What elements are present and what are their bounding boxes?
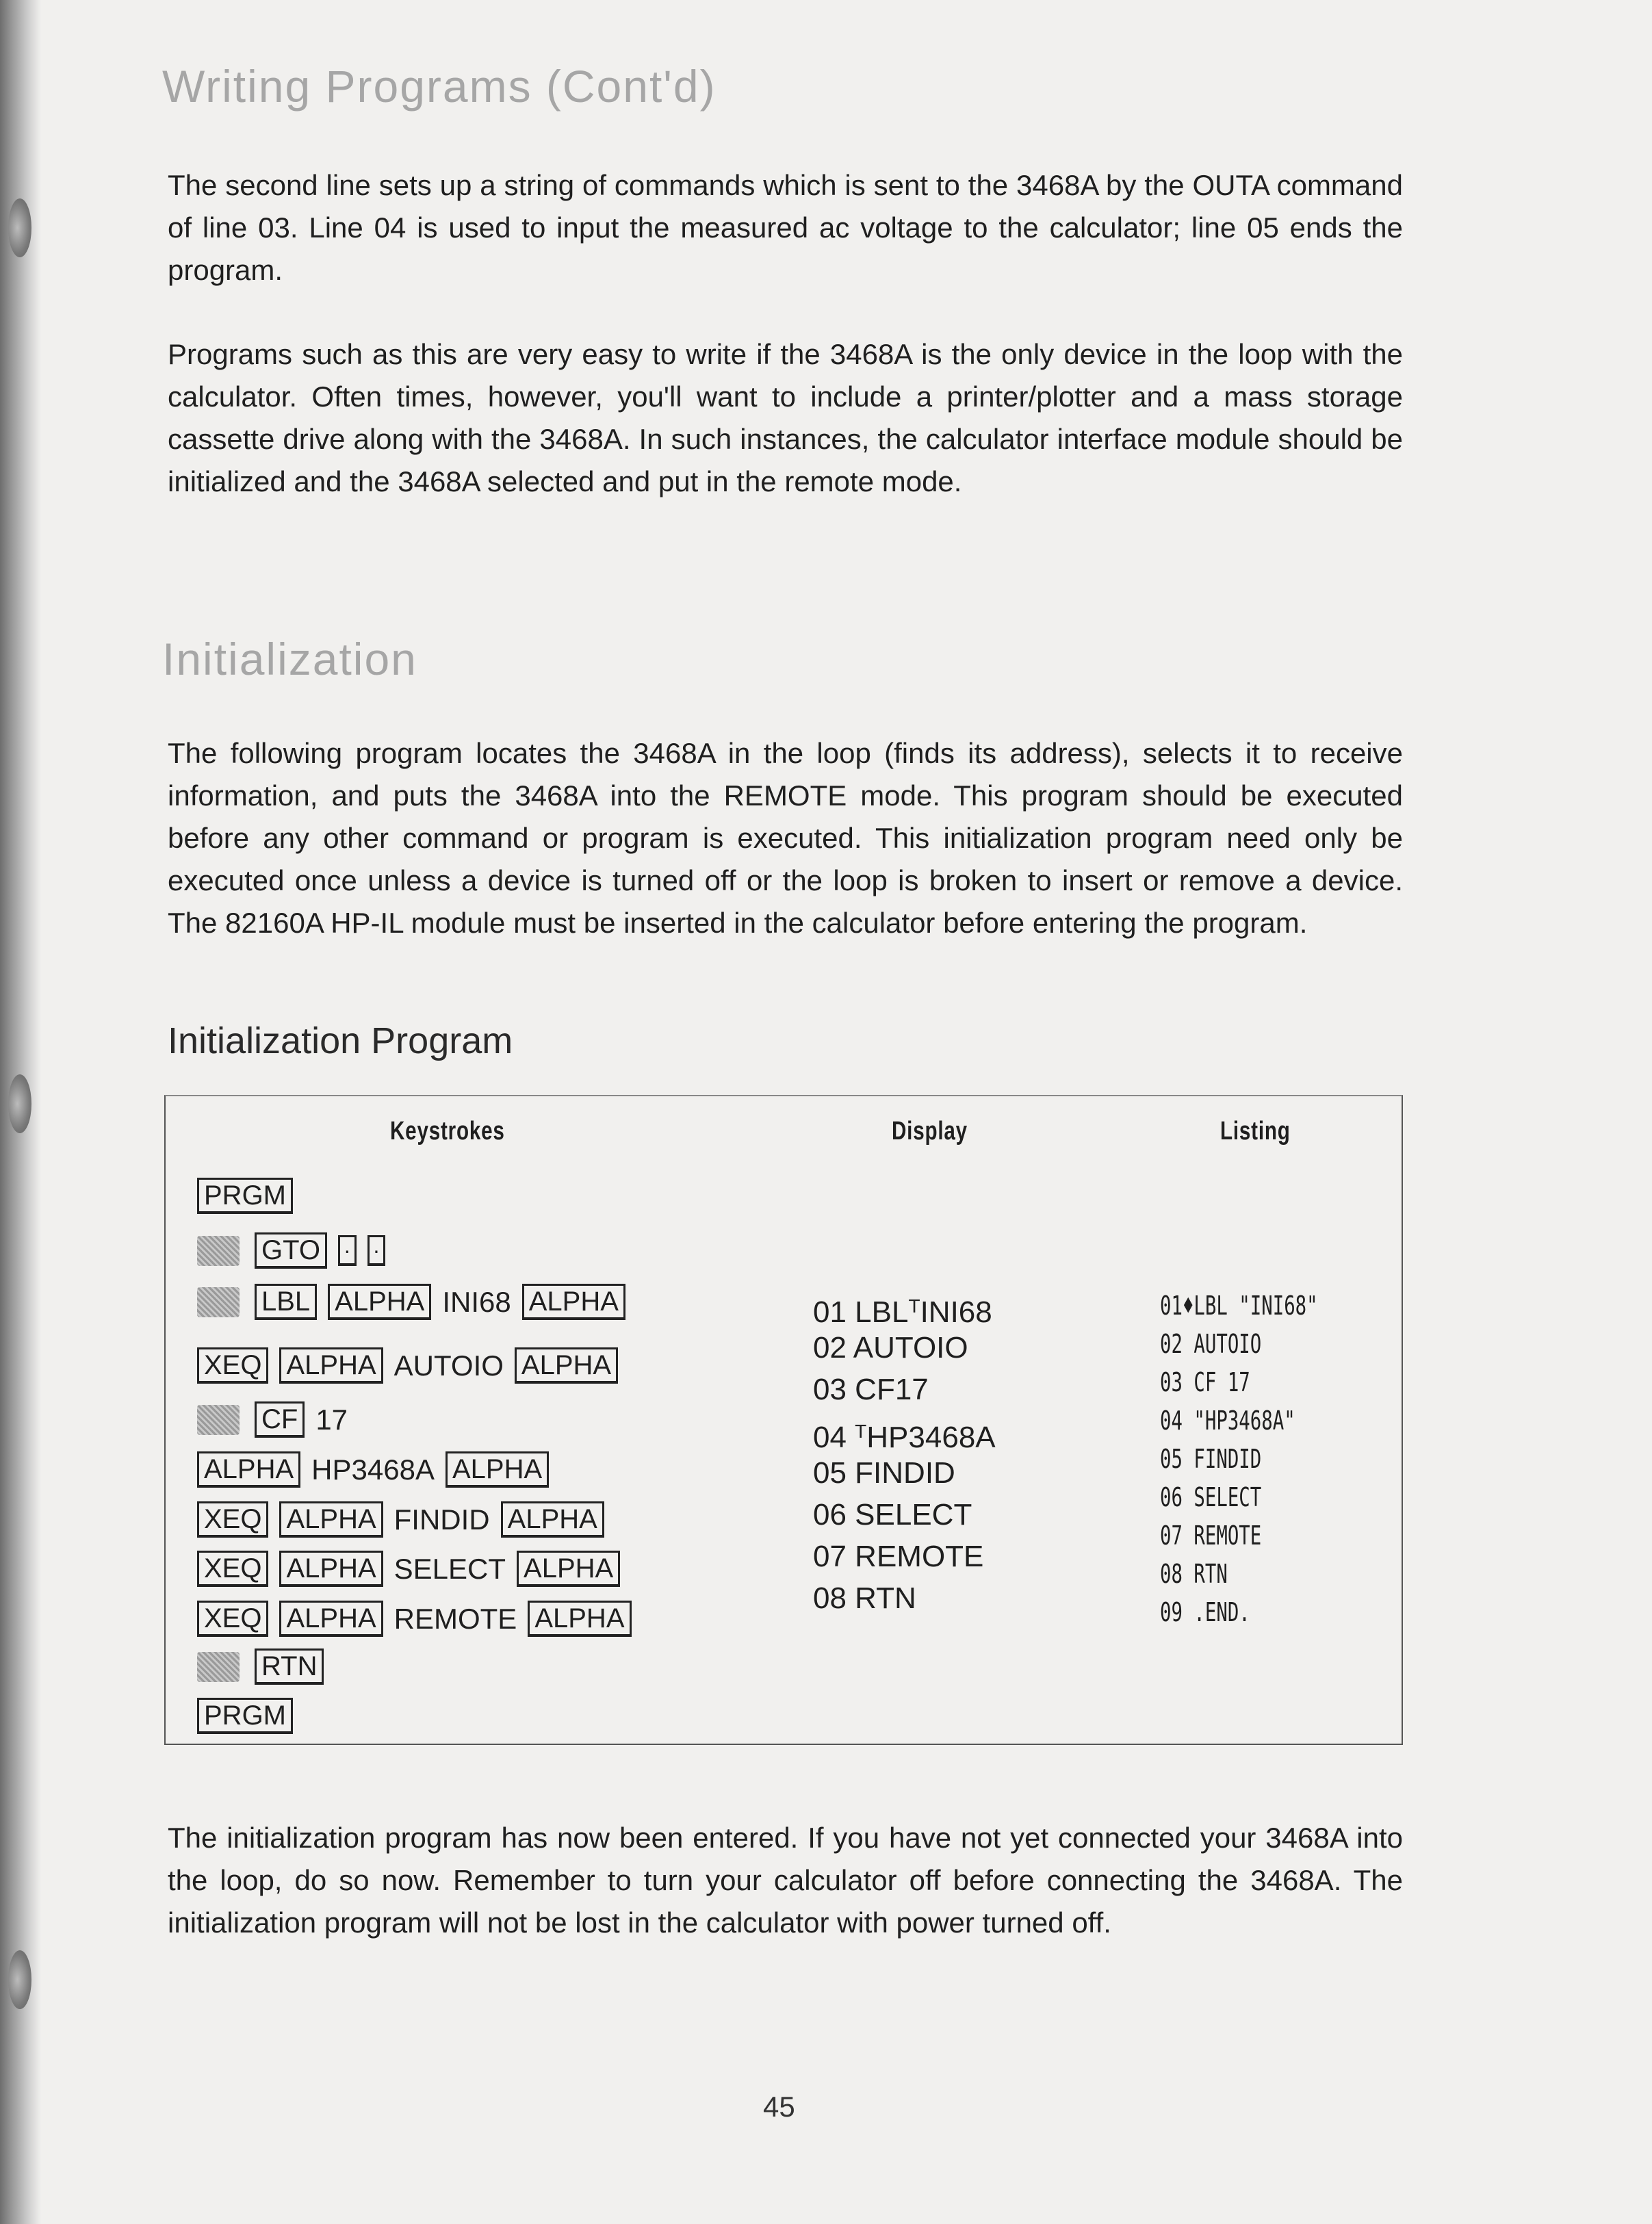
alpha-key: ALPHA bbox=[517, 1551, 620, 1587]
alpha-key: ALPHA bbox=[197, 1451, 300, 1488]
dot-key: · bbox=[338, 1235, 357, 1266]
keystroke-text: 17 bbox=[315, 1403, 348, 1436]
display-line: 04 $^T$HP3468A bbox=[813, 1421, 996, 1454]
alpha-key: ALPHA bbox=[528, 1601, 631, 1637]
listing-line: 01♦LBL "INI68" bbox=[1160, 1291, 1318, 1321]
keystroke-row bbox=[197, 1397, 359, 1438]
alpha-key: ALPHA bbox=[522, 1284, 625, 1320]
alpha-key: ALPHA bbox=[279, 1601, 383, 1637]
display-line: 08 RTN bbox=[813, 1581, 916, 1615]
cf-key: CF bbox=[255, 1401, 305, 1438]
keystroke-row bbox=[197, 1596, 643, 1638]
shift-key bbox=[197, 1236, 240, 1266]
keystroke-row bbox=[197, 1497, 615, 1538]
keystroke-row bbox=[197, 1644, 335, 1685]
xeq-key: XEQ bbox=[197, 1601, 268, 1637]
paragraph: The initialization program has now been entered. If you have not yet connected your 3468A into the loop, do so now. Remember to turn your calculator off before connecting the 3468A. The initialization program will not be lost in the calculator with power turned off. bbox=[168, 1822, 1403, 1939]
prgm-key: PRGM bbox=[197, 1178, 293, 1214]
listing-line: 05 FINDID bbox=[1160, 1444, 1262, 1474]
listing-line: 09 .END. bbox=[1160, 1597, 1250, 1627]
display-line: 02 AUTOIO bbox=[813, 1331, 968, 1365]
listing-line: 07 REMOTE bbox=[1160, 1521, 1262, 1551]
shift-key bbox=[197, 1287, 240, 1317]
keystroke-row bbox=[197, 1343, 629, 1384]
display-line: 06 SELECT bbox=[813, 1498, 972, 1531]
xeq-key: XEQ bbox=[197, 1501, 268, 1538]
keystroke-text: HP3468A bbox=[311, 1453, 435, 1486]
paragraph: The following program locates the 3468A in the loop (finds its address), selects it to receive information, and puts the 3468A into the REMOTE mode. This program should be executed before any other command or program is executed. This initialization program need only be executed once unless a device is turned off or the loop is broken to insert or remove a device. The 82160A HP-IL module must be inserted in the calculator before entering the program. bbox=[168, 737, 1403, 939]
rtn-key: RTN bbox=[255, 1648, 324, 1685]
keystroke-text: REMOTE bbox=[393, 1602, 517, 1635]
alpha-key: ALPHA bbox=[328, 1284, 431, 1320]
alpha-key: ALPHA bbox=[279, 1501, 383, 1538]
lbl-key: LBL bbox=[255, 1284, 317, 1320]
listing-line: 03 CF 17 bbox=[1160, 1367, 1250, 1397]
keystroke-text: FINDID bbox=[393, 1503, 490, 1536]
display-line: 07 REMOTE bbox=[813, 1540, 984, 1573]
column-header-listing: Listing bbox=[1220, 1117, 1291, 1146]
alpha-key: ALPHA bbox=[515, 1347, 618, 1384]
keystroke-text: AUTOIO bbox=[393, 1349, 504, 1382]
listing-line: 04 "HP3468A" bbox=[1160, 1406, 1295, 1436]
alpha-key: ALPHA bbox=[446, 1451, 549, 1488]
paragraph: Programs such as this are very easy to write if the 3468A is the only device in the loop with the calculator. Often times, however, you'll want to include a printer/plotter and a mass storage cassette drive along with the 3468A. In such instances, the calculator interface module should be initialized and the 3468A selected and put in the remote mode. bbox=[168, 338, 1403, 497]
alpha-key: ALPHA bbox=[279, 1551, 383, 1587]
alpha-key: ALPHA bbox=[501, 1501, 604, 1538]
keystroke-text: INI68 bbox=[442, 1285, 511, 1318]
alpha-key: ALPHA bbox=[279, 1347, 383, 1384]
shift-key bbox=[197, 1405, 240, 1435]
column-header-keystrokes: Keystrokes bbox=[390, 1117, 505, 1146]
paragraph: The second line sets up a string of commands which is sent to the 3468A by the OUTA command of line 03. Line 04 is used to input the measured ac voltage to the calculator; line 05 ends the program. bbox=[168, 169, 1403, 286]
listing-line: 06 SELECT bbox=[1160, 1482, 1262, 1512]
xeq-key: XEQ bbox=[197, 1347, 268, 1384]
page-number: 45 bbox=[763, 2091, 795, 2123]
keystroke-row bbox=[197, 1174, 304, 1215]
xeq-key: XEQ bbox=[197, 1551, 268, 1587]
listing-line: 02 AUTOIO bbox=[1160, 1329, 1262, 1359]
binding-ring bbox=[8, 1950, 31, 2009]
keystroke-row bbox=[197, 1228, 396, 1269]
prgm-key: PRGM bbox=[197, 1698, 293, 1734]
dot-key: · bbox=[367, 1235, 386, 1266]
display-line: 01 $LBL^TINI68$ bbox=[813, 1295, 992, 1329]
keystroke-row bbox=[197, 1280, 636, 1321]
section-title: Initialization bbox=[162, 634, 417, 684]
binding-ring bbox=[8, 198, 31, 257]
listing-line: 08 RTN bbox=[1160, 1559, 1228, 1589]
binding-ring bbox=[8, 1074, 31, 1133]
shift-key bbox=[197, 1652, 240, 1682]
gto-key: GTO bbox=[255, 1232, 327, 1269]
display-line: 03 CF17 bbox=[813, 1373, 929, 1406]
keystroke-row bbox=[197, 1547, 631, 1588]
keystroke-row bbox=[197, 1447, 560, 1488]
display-line: 05 FINDID bbox=[813, 1456, 955, 1490]
subsection-title: Initialization Program bbox=[168, 1020, 513, 1061]
keystroke-row bbox=[197, 1694, 304, 1735]
section-title: Writing Programs (Cont'd) bbox=[162, 61, 717, 112]
column-header-display: Display bbox=[892, 1117, 968, 1146]
keystroke-text: SELECT bbox=[393, 1552, 506, 1585]
